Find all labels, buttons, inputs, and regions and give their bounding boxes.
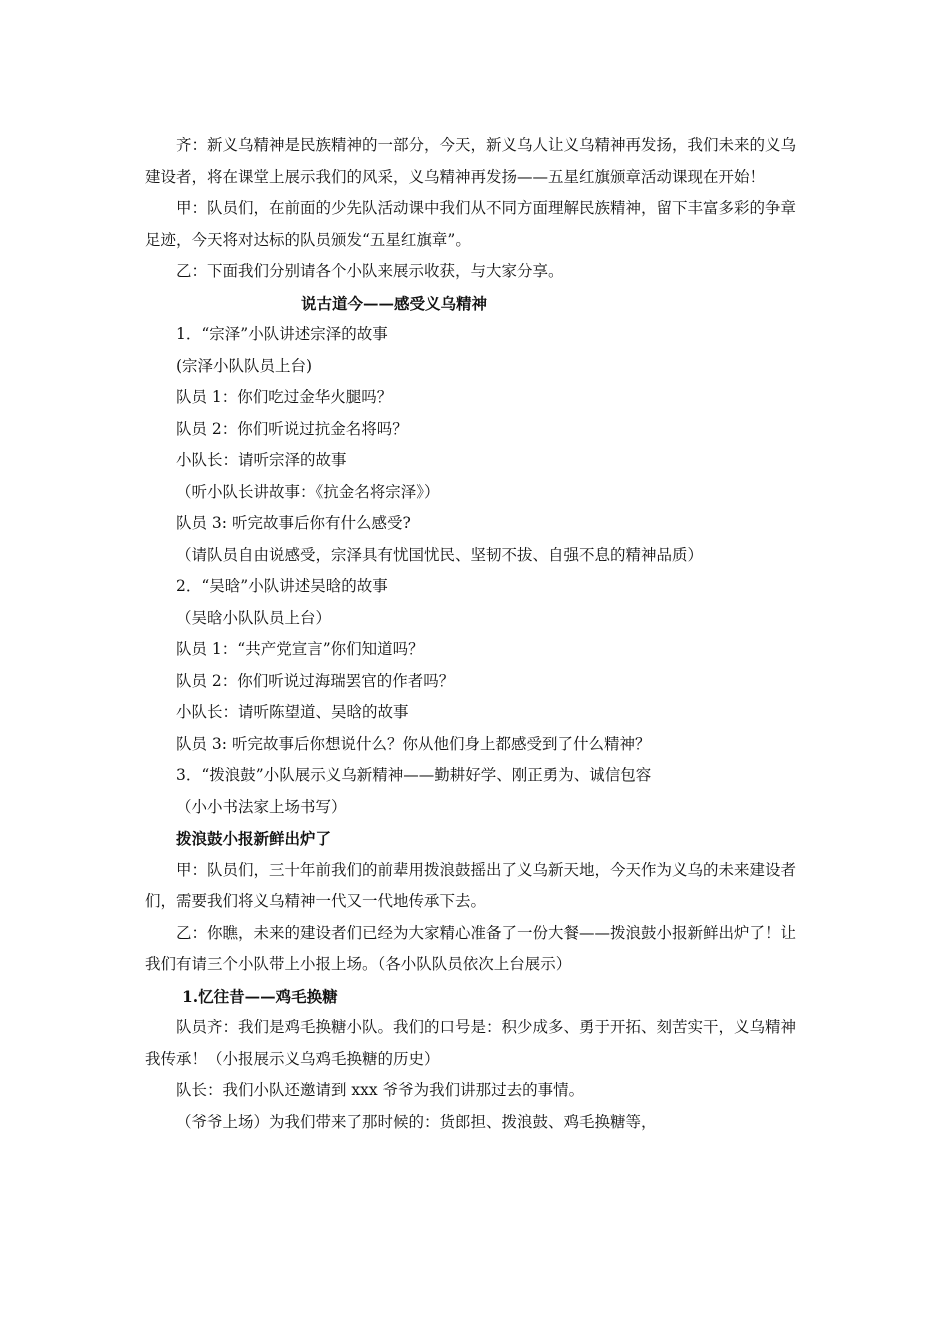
list-item: 队员 2：你们听说过海瑞罢官的作者吗？ xyxy=(176,671,455,690)
list-item: 2．“吴晗”小队讲述吴晗的故事 xyxy=(176,577,388,595)
paragraph-host-b-newspaper: 乙：你瞧，未来的建设者们已经为大家精心准备了一份大餐——拨浪鼓小报新鲜出炉了！让我们有请三个小队带上小报上场。（各小队队员依次上台展示） xyxy=(145,923,797,973)
paragraph-host-b-intro: 乙：下面我们分别请各个小队来展示收获，与大家分享。 xyxy=(176,262,564,280)
list-item: 队员 2：你们听说过抗金名将吗？ xyxy=(176,419,408,438)
list-item: 队员 1：“共产党宣言”你们知道吗？ xyxy=(176,640,424,658)
list-item: 队员 3: 听完故事后你想说什么？你从他们身上都感受到了什么精神？ xyxy=(176,734,651,753)
section-heading-past-present: 说古道今——感受义乌精神 xyxy=(301,293,488,313)
list-item: 小队长：请听宗泽的故事 xyxy=(176,451,347,469)
list-item: 1．“宗泽”小队讲述宗泽的故事 xyxy=(176,325,388,343)
paragraph-host-a-intro: 甲：队员们，在前面的少先队活动课中我们从不同方面理解民族精神，留下丰富多彩的争章足迹，今天将对达标的队员颁发“五星红旗章”。 xyxy=(145,199,797,249)
list-item: （请队员自由说感受，宗泽具有忧国忧民、坚韧不拔、自强不息的精神品质） xyxy=(176,545,704,564)
paragraph-team-chorus: 队员齐：我们是鸡毛换糖小队。我们的口号是：积少成多、勇于开拓、刻苦实干，义乌精神我传承！（小报展示义乌鸡毛换糖的历史） xyxy=(145,1018,797,1068)
document-body xyxy=(145,130,810,1138)
list-item: 队员 3: 听完故事后你有什么感受? xyxy=(176,514,411,532)
list-item: （听小队长讲故事：《抗金名将宗泽》） xyxy=(176,482,440,501)
list-item: (宗泽小队队员上台) xyxy=(176,356,313,375)
list-item: 3．“拨浪鼓”小队展示义乌新精神——勤耕好学、刚正勇为、诚信包容 xyxy=(176,766,652,784)
paragraph-grandpa: （爷爷上场）为我们带来了那时候的：货郎担、拨浪鼓、鸡毛换糖等， xyxy=(176,1112,657,1131)
paragraph-host-a-newspaper: 甲：队员们，三十年前我们的前辈用拨浪鼓摇出了义乌新天地，今天作为义乌的未来建设者们，需要我们将义乌精神一代又一代地传承下去。 xyxy=(145,860,797,910)
section-heading-newspaper: 拨浪鼓小报新鲜出炉了 xyxy=(176,829,332,848)
list-item: 队员 1：你们吃过金华火腿吗？ xyxy=(176,388,393,406)
list-item: （小小书法家上场书写） xyxy=(176,797,347,816)
list-item: 小队长：请听陈望道、吴晗的故事 xyxy=(176,703,409,721)
paragraph-team-leader: 队长：我们小队还邀请到 xxx 爷爷为我们讲那过去的事情。 xyxy=(176,1081,585,1099)
list-item: （吴晗小队队员上台） xyxy=(176,608,332,627)
paragraph-opening-chorus: 齐：新义乌精神是民族精神的一部分，今天，新义乌人让义乌精神再发扬，我们未来的义乌建设者，将在课堂上展示我们的风采，义乌精神再发扬——五星红旗颁章活动课现在开始！ xyxy=(145,136,797,186)
subsection-heading-chicken-feather: 1.忆往昔——鸡毛换糖 xyxy=(182,986,338,1006)
